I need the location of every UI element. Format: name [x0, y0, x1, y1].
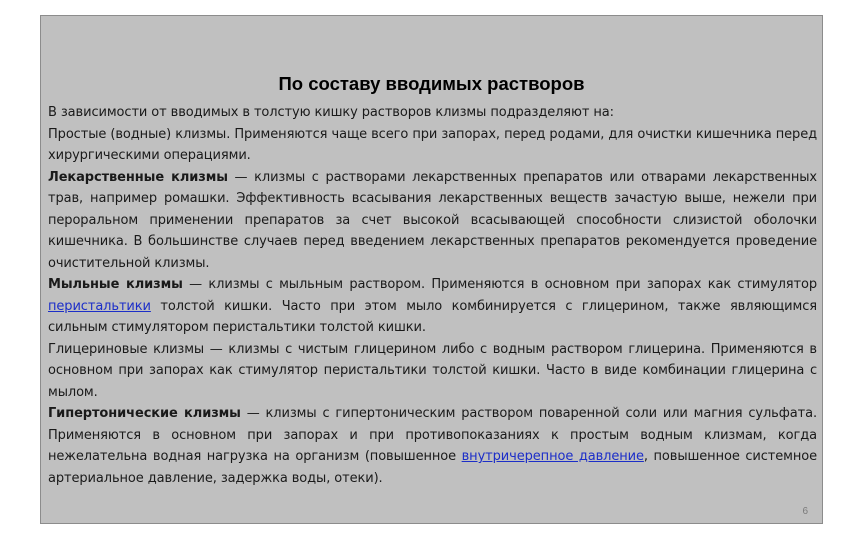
intro-paragraph: [48, 102, 817, 124]
hypertonic-enemas-text-before: — клизмы с гипертоническим раствором поваренной соли или магния сульфата. Применяются в основном при запорах и при противопоказаниях к простым водным клизмам, когда нежелательна водная нагрузка на организм (повышенное: [48, 406, 817, 464]
hypertonic-enemas-term: Гипертонические клизмы: [48, 406, 241, 421]
hypertonic-enemas-text-after: , повышенное системное артериальное давление, задержка воды, отеки).: [48, 449, 817, 486]
medicinal-enemas-text: — клизмы с растворами лекарственных препаратов или отварами лекарственных трав, например ромашки. Эффективность всасывания лекарственных веществ зачастую выше, нежели при пероральном применении препаратов за счет высокой всасывающей способности слизистой оболочки кишечника. В большинстве случаев перед введением лекарственных препаратов рекомендуется проведение очистительной клизмы.: [48, 169, 817, 271]
hypertonic-enemas-paragraph: [48, 403, 817, 489]
simple-enemas-paragraph: [48, 124, 817, 167]
medicinal-enemas-term: Лекарственные клизмы: [48, 169, 228, 185]
glycerin-enemas-text: Глицериновые клизмы — клизмы с чистым глицерином либо с водным раствором глицерина. Применяются в основном при запорах как стимулятор перистальтики толстой кишки. Часто в виде комбинации глицерина с мылом.: [48, 341, 817, 400]
slide-title: По составу вводимых растворов: [278, 73, 585, 94]
soap-enemas-term: Мыльные клизмы: [48, 277, 183, 292]
peristalsis-link[interactable]: перистальтики: [48, 298, 151, 314]
glycerin-enemas-paragraph: [48, 339, 817, 404]
intracranial-pressure-link[interactable]: внутричерепное давление: [461, 449, 644, 464]
medicinal-enemas-paragraph: [48, 167, 817, 275]
simple-enemas-text: Простые (водные) клизмы. Применяются чаще всего при запорах, перед родами, для очистки кишечника перед хирургическими операциями.: [48, 126, 817, 163]
soap-enemas-text-after: толстой кишки. Часто при этом мыло комбинируется с глицерином, также являющимся сильным стимулятором перистальтики толстой кишки.: [48, 298, 817, 335]
slide: [40, 15, 823, 524]
page-number: 6: [802, 506, 808, 517]
soap-enemas-text-before: — клизмы с мыльным раствором. Применяются в основном при запорах как стимулятор: [182, 277, 817, 292]
soap-enemas-paragraph: [48, 274, 817, 339]
intro-text: В зависимости от вводимых в толстую кишку растворов клизмы подразделяют на:: [48, 105, 614, 120]
slide-body: [48, 102, 817, 489]
